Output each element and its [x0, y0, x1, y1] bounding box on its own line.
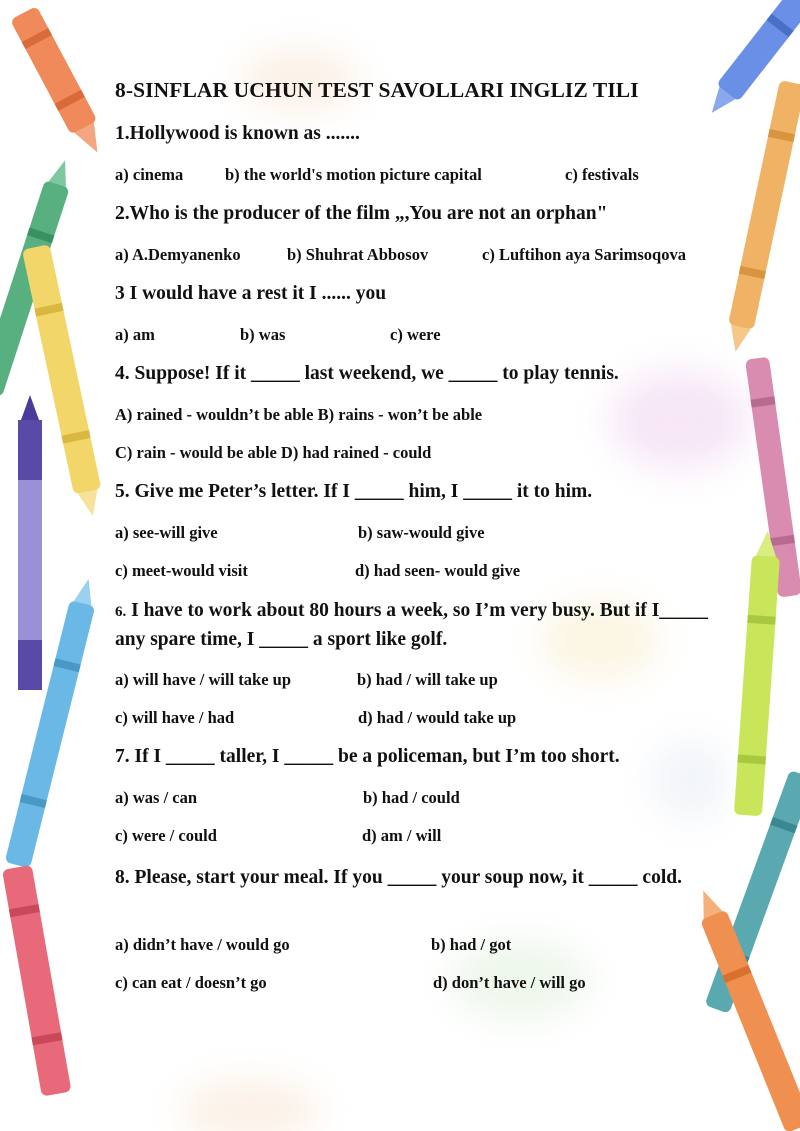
option-c: c) were / could	[115, 826, 217, 845]
question-7-options-row-1	[115, 788, 715, 810]
question-7: 7. If I _____ taller, I _____ be a policeman, but I’m too short.	[115, 746, 620, 767]
question-8-options-row-1	[115, 935, 715, 957]
option-c: c) were	[390, 325, 441, 344]
option-d: d) had / would take up	[358, 708, 517, 727]
option-c: c) festivals	[565, 165, 639, 184]
question-4: 4. Suppose! If it _____ last weekend, we _____ to play tennis.	[115, 363, 619, 384]
question-8: 8. Please, start your meal. If you _____ your soup now, it _____ cold.	[115, 867, 682, 888]
option-b: b) had / will take up	[357, 670, 498, 689]
option-a: a) was / can	[115, 788, 198, 807]
question-7-options-row-2	[115, 826, 715, 848]
option-a: a) cinema	[115, 165, 184, 184]
question-2: 2.Who is the producer of the film „,You are not an orphan"	[115, 203, 608, 224]
orange-crayon-right-icon	[723, 80, 800, 354]
question-6-options-row-2	[115, 708, 715, 730]
option-d: d) had seen- would give	[355, 561, 521, 580]
option-c: c) can eat / doesn’t go	[115, 973, 267, 992]
question-5-options-row-1	[115, 523, 715, 545]
question-3: 3 I would have a rest it I ...... you	[115, 283, 387, 304]
option-b: b) was	[240, 325, 286, 344]
question-6-number: 6.	[115, 604, 127, 620]
option-b: b) had / got	[431, 935, 512, 954]
question-6	[115, 597, 715, 654]
question-5: 5. Give me Peter’s letter. If I _____ him, I _____ it to him.	[115, 481, 593, 502]
question-2-options	[115, 245, 715, 267]
option-c: c) Luftihon aya Sarimsoqova	[482, 245, 686, 264]
option-d: d) don’t have / will go	[433, 973, 586, 992]
question-5-options-row-2	[115, 561, 715, 583]
question-4-options-row-2: C) rain - would be able D) had rained - could	[115, 443, 432, 462]
option-c: c) will have / had	[115, 708, 235, 727]
question-3-options	[115, 325, 715, 347]
purple-crayon-icon	[18, 395, 42, 690]
option-a: a) see-will give	[115, 523, 218, 542]
option-a: a) will have / will take up	[115, 670, 292, 689]
option-a: a) am	[115, 325, 155, 344]
option-b: b) Shuhrat Abbosov	[287, 245, 429, 264]
page-title: 8-SINFLAR UCHUN TEST SAVOLLARI INGLIZ TILI	[115, 78, 639, 102]
option-a: a) didn’t have / would go	[115, 935, 290, 954]
orange-crayon-icon	[10, 6, 111, 160]
option-b: b) had / could	[363, 788, 460, 807]
option-b: b) the world's motion picture capital	[225, 165, 482, 184]
question-6-options-row-1	[115, 670, 715, 692]
yellow-green-crayon-icon	[734, 530, 782, 816]
question-4-options-row-1: A) rained - wouldn’t be able B) rains - won’t be able	[115, 405, 483, 424]
question-1: 1.Hollywood is known as .......	[115, 123, 360, 144]
question-6-text: I have to work about 80 hours a week, so I’m very busy. But if I_____ any spare time, I _____ a sport like golf.	[115, 600, 709, 650]
option-b: b) saw-would give	[358, 523, 485, 542]
question-1-options	[115, 165, 715, 187]
question-8-options-row-2	[115, 973, 715, 995]
red-crayon-icon	[2, 865, 71, 1097]
option-c: c) meet-would visit	[115, 561, 248, 580]
option-d: d) am / will	[362, 826, 442, 845]
option-a: a) A.Demyanenko	[115, 245, 241, 264]
